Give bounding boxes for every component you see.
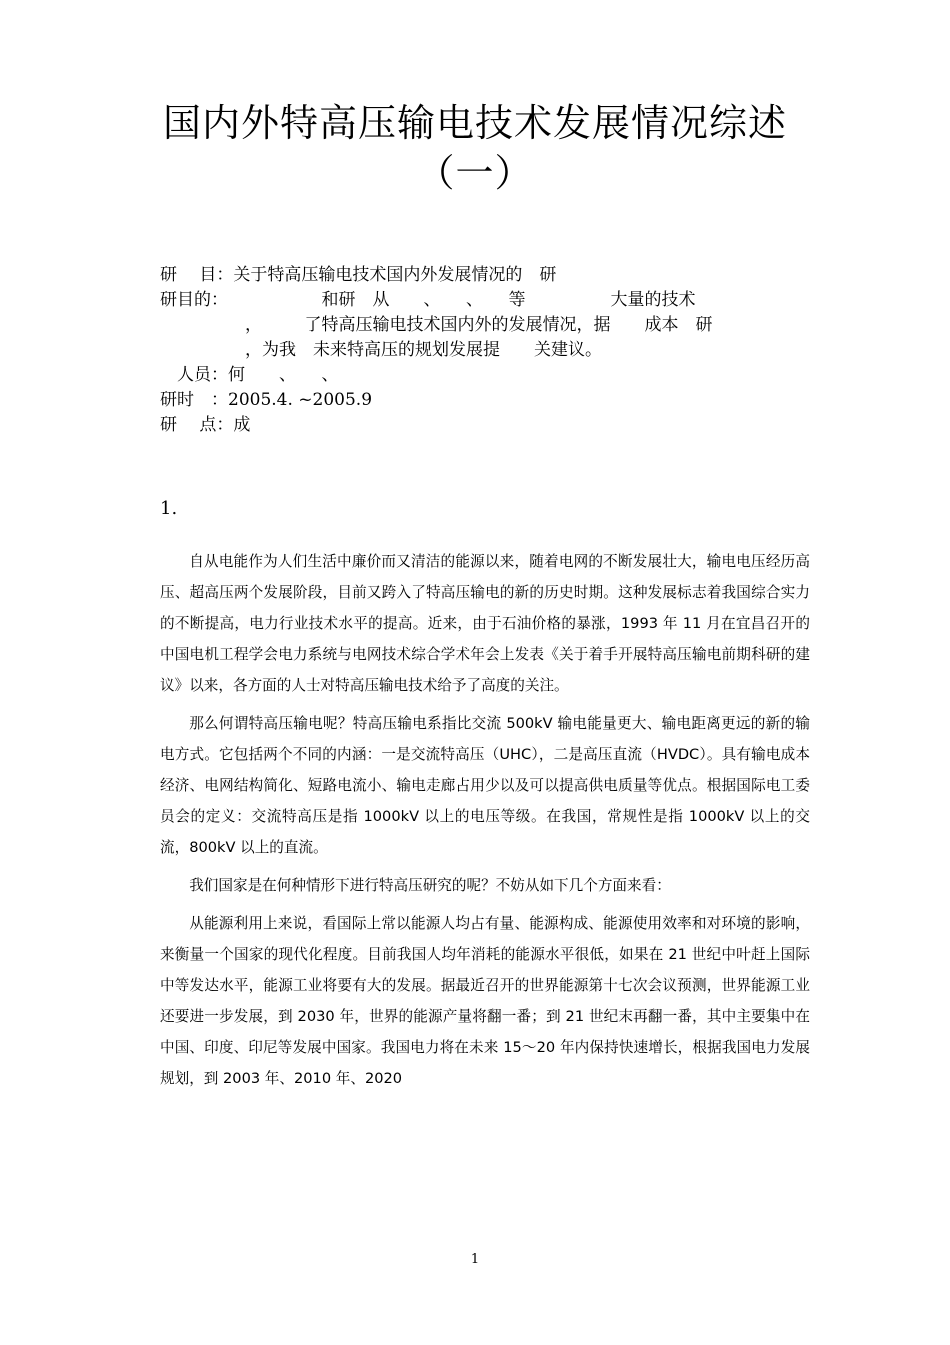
paragraph-1: 自从电能作为人们生活中廉价而又清洁的能源以来，随着电网的不断发展壮大，输电电压经历高压、超高压两个发展阶段，目前又跨入了特高压输电的新的历史时期。这种发展标志着我国综合实力的不断提高，电力行业技术水平的提高。近来，由于石油价格的暴涨，1993 年 11 月在宜昌召开的中国电机工程学会电力系统与电网技术综合学术年会上发表《关于着手开展特高压输电前期科研的建议》以来，各方面的人士对特高压输电技术给予了高度的关注。 — [160, 553, 810, 694]
project-purpose-cont: ， 了特高压输电技术国内外的发展情况，据 成本 研 — [160, 315, 713, 335]
project-members: 人员：何 、 、 — [160, 365, 339, 385]
project-purpose: 研目的： 和研 从 、 、 等 大量的技术 — [160, 290, 696, 310]
project-location: 研 点：成 — [160, 415, 251, 435]
paragraph-3: 我们国家是在何种情形下进行特高压研究的呢？不妨从如下几个方面来看： — [189, 877, 671, 894]
document-subtitle: （一） — [416, 151, 534, 195]
project-info — [160, 263, 820, 438]
page-number: 1 — [470, 1252, 480, 1267]
project-period: 研时 ：2005.4. ~2005.9 — [160, 390, 373, 410]
project-purpose-cont2: ，为我 未来特高压的规划发展提 关建议。 — [160, 340, 602, 360]
body-text — [160, 546, 810, 1101]
document-title: 国内外特高压输电技术发展情况综述 — [162, 101, 787, 145]
paragraph-2: 那么何谓特高压输电呢？特高压输电系指比交流 500kV 输电能量更大、输电距离更远的新的输电方式。它包括两个不同的内涵：一是交流特高压（UHC），二是高压直流（HVDC）。具有输电成本经济、电网结构简化、短路电流小、输电走廊占用少以及可以提高供电质量等优点。根据国际电工委员会的定义：交流特高压是指 1000kV 以上的电压等级。在我国，常规性是指 1000kV 以上的交流，800kV 以上的直流。 — [160, 715, 810, 856]
section-number: 1. — [160, 498, 178, 519]
paragraph-4: 从能源利用上来说，看国际上常以能源人均占有量、能源构成、能源使用效率和对环境的影响，来衡量一个国家的现代化程度。目前我国人均年消耗的能源水平很低，如果在 21 世纪中叶赶上国际中等发达水平，能源工业将要有大的发展。据最近召开的世界能源第十七次会议预测，世界能源工业还要进一步发展，到 2030 年，世界的能源产量将翻一番；到 21 世纪末再翻一番，其中主要集中在中国、印度、印尼等发展中国家。我国电力将在未来 15～20 年内保持快速增长，根据我国电力发展规划，到 2003 年、2010 年、2020 — [160, 915, 810, 1087]
project-topic: 研 目：关于特高压输电技术国内外发展情况的 研 — [160, 265, 557, 285]
